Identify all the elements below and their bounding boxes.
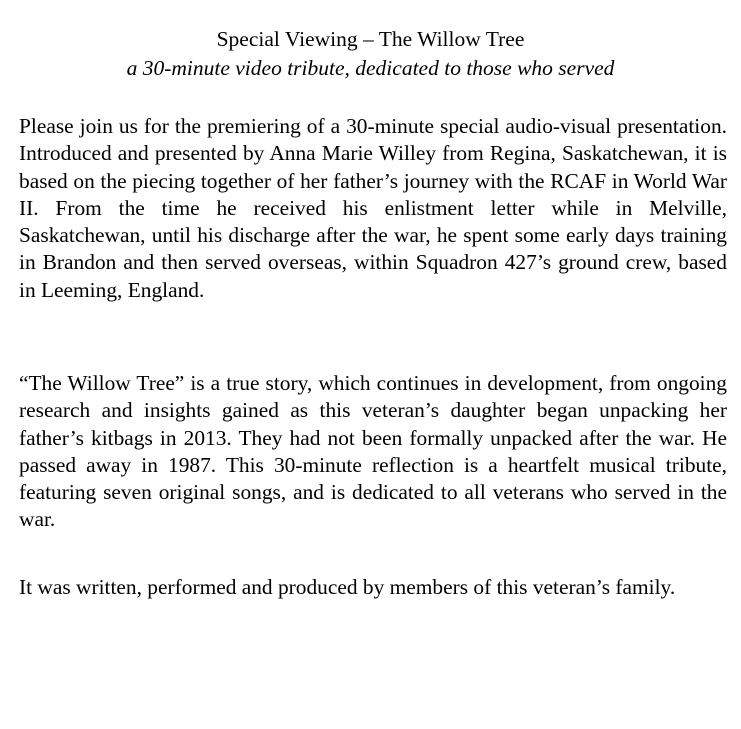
paragraph-story: “The Willow Tree” is a true story, which continues in development, from ongoing research and insights gained as this veteran’s daughter began unpacking her father’s kitbags in 2013. They had not been formally unpacked after the war. He passed away in 1987. This 30-minute reflection is a heartfelt musical tribute, featuring seven original songs, and is dedicated to all veterans who served in the war. [19,371,727,532]
paragraph-introduction: Please join us for the premiering of a 30-minute special audio-visual presentation. Introduced and presented by Anna Marie Willey from Regina, Saskatchewan, it is based on the piecing together of her father’s journey with the RCAF in World War II. From the time he received his enlistment letter while in Melville, Saskatchewan, until his discharge after the war, he spent some early days training in Brandon and then served overseas, within Squadron 427’s ground crew, based in Leeming, England. [19,114,727,302]
page-subtitle: a 30-minute video tribute, dedicated to those who served [126,56,615,80]
page-title: Special Viewing – The Willow Tree [216,27,525,51]
paragraph-credits: It was written, performed and produced by members of this veteran’s family. [19,575,676,599]
